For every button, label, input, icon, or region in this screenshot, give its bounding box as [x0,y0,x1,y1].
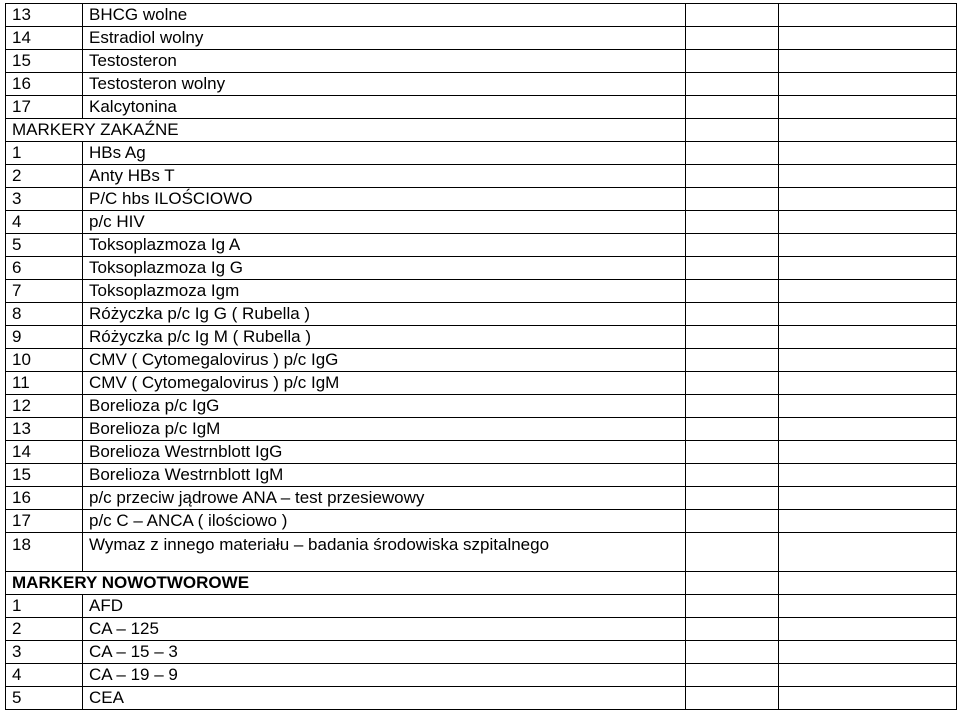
table-row [6,664,957,687]
empty-cell[interactable] [686,572,779,595]
test-name: Toksoplazmoza Ig A [83,234,686,257]
row-number: 3 [6,641,83,664]
empty-cell[interactable] [686,487,779,510]
table-row [6,441,957,464]
empty-cell[interactable] [779,595,957,618]
table-row [6,372,957,395]
empty-cell[interactable] [686,349,779,372]
empty-cell[interactable] [779,4,957,27]
empty-cell[interactable] [686,50,779,73]
test-name: Borelioza p/c IgM [83,418,686,441]
test-name: Toksoplazmoza Igm [83,280,686,303]
empty-cell[interactable] [779,372,957,395]
empty-cell[interactable] [686,441,779,464]
test-name: Borelioza Westrnblott IgM [83,464,686,487]
empty-cell[interactable] [779,533,957,572]
row-number: 13 [6,4,83,27]
test-name: p/c HIV [83,211,686,234]
test-name: Borelioza Westrnblott IgG [83,441,686,464]
table-row [6,211,957,234]
table-row [6,27,957,50]
test-name: Borelioza p/c IgG [83,395,686,418]
table-row [6,280,957,303]
test-name: Anty HBs T [83,165,686,188]
section-header-row [6,572,957,595]
table-row [6,142,957,165]
empty-cell[interactable] [686,96,779,119]
empty-cell[interactable] [779,211,957,234]
section-header-row [6,119,957,142]
table-row [6,533,957,572]
empty-cell[interactable] [779,418,957,441]
row-number: 7 [6,280,83,303]
empty-cell[interactable] [779,119,957,142]
empty-cell[interactable] [686,27,779,50]
test-name: AFD [83,595,686,618]
table-row [6,395,957,418]
table-row [6,687,957,710]
table-row [6,464,957,487]
empty-cell[interactable] [686,73,779,96]
empty-cell[interactable] [779,27,957,50]
table-row [6,510,957,533]
empty-cell[interactable] [779,464,957,487]
test-name: HBs Ag [83,142,686,165]
row-number: 14 [6,441,83,464]
test-name: Różyczka p/c Ig M ( Rubella ) [83,326,686,349]
empty-cell[interactable] [779,303,957,326]
row-number: 16 [6,487,83,510]
test-name: BHCG wolne [83,4,686,27]
empty-cell[interactable] [779,395,957,418]
empty-cell[interactable] [686,211,779,234]
test-name: Toksoplazmoza Ig G [83,257,686,280]
empty-cell[interactable] [779,234,957,257]
test-name: Testosteron [83,50,686,73]
table-row [6,73,957,96]
section-title: MARKERY NOWOTWOROWE [6,572,686,595]
row-number: 5 [6,687,83,710]
table-row [6,487,957,510]
empty-cell[interactable] [686,687,779,710]
empty-cell[interactable] [779,73,957,96]
table-row [6,618,957,641]
empty-cell[interactable] [686,142,779,165]
lab-tests-table [5,3,957,710]
row-number: 17 [6,96,83,119]
row-number: 11 [6,372,83,395]
row-number: 1 [6,595,83,618]
row-number: 10 [6,349,83,372]
row-number: 3 [6,188,83,211]
test-name: CA – 125 [83,618,686,641]
empty-cell[interactable] [686,188,779,211]
empty-cell[interactable] [779,326,957,349]
empty-cell[interactable] [779,441,957,464]
row-number: 14 [6,27,83,50]
test-name: p/c przeciw jądrowe ANA – test przesiewowy [83,487,686,510]
table-row [6,165,957,188]
empty-cell[interactable] [686,641,779,664]
empty-cell[interactable] [779,165,957,188]
empty-cell[interactable] [686,4,779,27]
empty-cell[interactable] [779,142,957,165]
test-name: CMV ( Cytomegalovirus ) p/c IgG [83,349,686,372]
test-name: Estradiol wolny [83,27,686,50]
table-row [6,326,957,349]
row-number: 12 [6,395,83,418]
empty-cell[interactable] [779,664,957,687]
empty-cell[interactable] [686,280,779,303]
test-name: Różyczka p/c Ig G ( Rubella ) [83,303,686,326]
empty-cell[interactable] [686,165,779,188]
row-number: 4 [6,211,83,234]
empty-cell[interactable] [686,257,779,280]
empty-cell[interactable] [779,280,957,303]
empty-cell[interactable] [686,418,779,441]
empty-cell[interactable] [779,257,957,280]
row-number: 2 [6,165,83,188]
row-number: 13 [6,418,83,441]
empty-cell[interactable] [686,510,779,533]
empty-cell[interactable] [686,533,779,572]
empty-cell[interactable] [686,119,779,142]
row-number: 6 [6,257,83,280]
test-name: Wymaz z innego materiału – badania środowiska szpitalnego [83,533,686,572]
table-row [6,234,957,257]
table-row [6,349,957,372]
table-row [6,257,957,280]
table-row [6,418,957,441]
empty-cell[interactable] [686,664,779,687]
empty-cell[interactable] [779,188,957,211]
empty-cell[interactable] [686,595,779,618]
row-number: 15 [6,50,83,73]
empty-cell[interactable] [779,349,957,372]
test-name: p/c C – ANCA ( ilościowo ) [83,510,686,533]
row-number: 5 [6,234,83,257]
row-number: 8 [6,303,83,326]
test-name: P/C hbs ILOŚCIOWO [83,188,686,211]
test-name: CA – 19 – 9 [83,664,686,687]
empty-cell[interactable] [779,96,957,119]
empty-cell[interactable] [779,687,957,710]
table-row [6,595,957,618]
empty-cell[interactable] [779,572,957,595]
empty-cell[interactable] [686,303,779,326]
test-name: Testosteron wolny [83,73,686,96]
table-body [6,4,957,710]
empty-cell[interactable] [686,372,779,395]
test-name: CMV ( Cytomegalovirus ) p/c IgM [83,372,686,395]
empty-cell[interactable] [779,487,957,510]
table-row [6,96,957,119]
row-number: 15 [6,464,83,487]
row-number: 16 [6,73,83,96]
test-name: CA – 15 – 3 [83,641,686,664]
test-name: Kalcytonina [83,96,686,119]
empty-cell[interactable] [686,464,779,487]
table-row [6,4,957,27]
empty-cell[interactable] [686,234,779,257]
test-name: CEA [83,687,686,710]
section-title: MARKERY ZAKAŹNE [6,119,686,142]
table-row [6,188,957,211]
empty-cell[interactable] [686,395,779,418]
row-number: 9 [6,326,83,349]
row-number: 18 [6,533,83,572]
table-row [6,303,957,326]
empty-cell[interactable] [779,618,957,641]
empty-cell[interactable] [686,618,779,641]
empty-cell[interactable] [779,510,957,533]
empty-cell[interactable] [779,641,957,664]
table-row [6,641,957,664]
row-number: 1 [6,142,83,165]
table-row [6,50,957,73]
row-number: 17 [6,510,83,533]
row-number: 4 [6,664,83,687]
row-number: 2 [6,618,83,641]
empty-cell[interactable] [686,326,779,349]
empty-cell[interactable] [779,50,957,73]
